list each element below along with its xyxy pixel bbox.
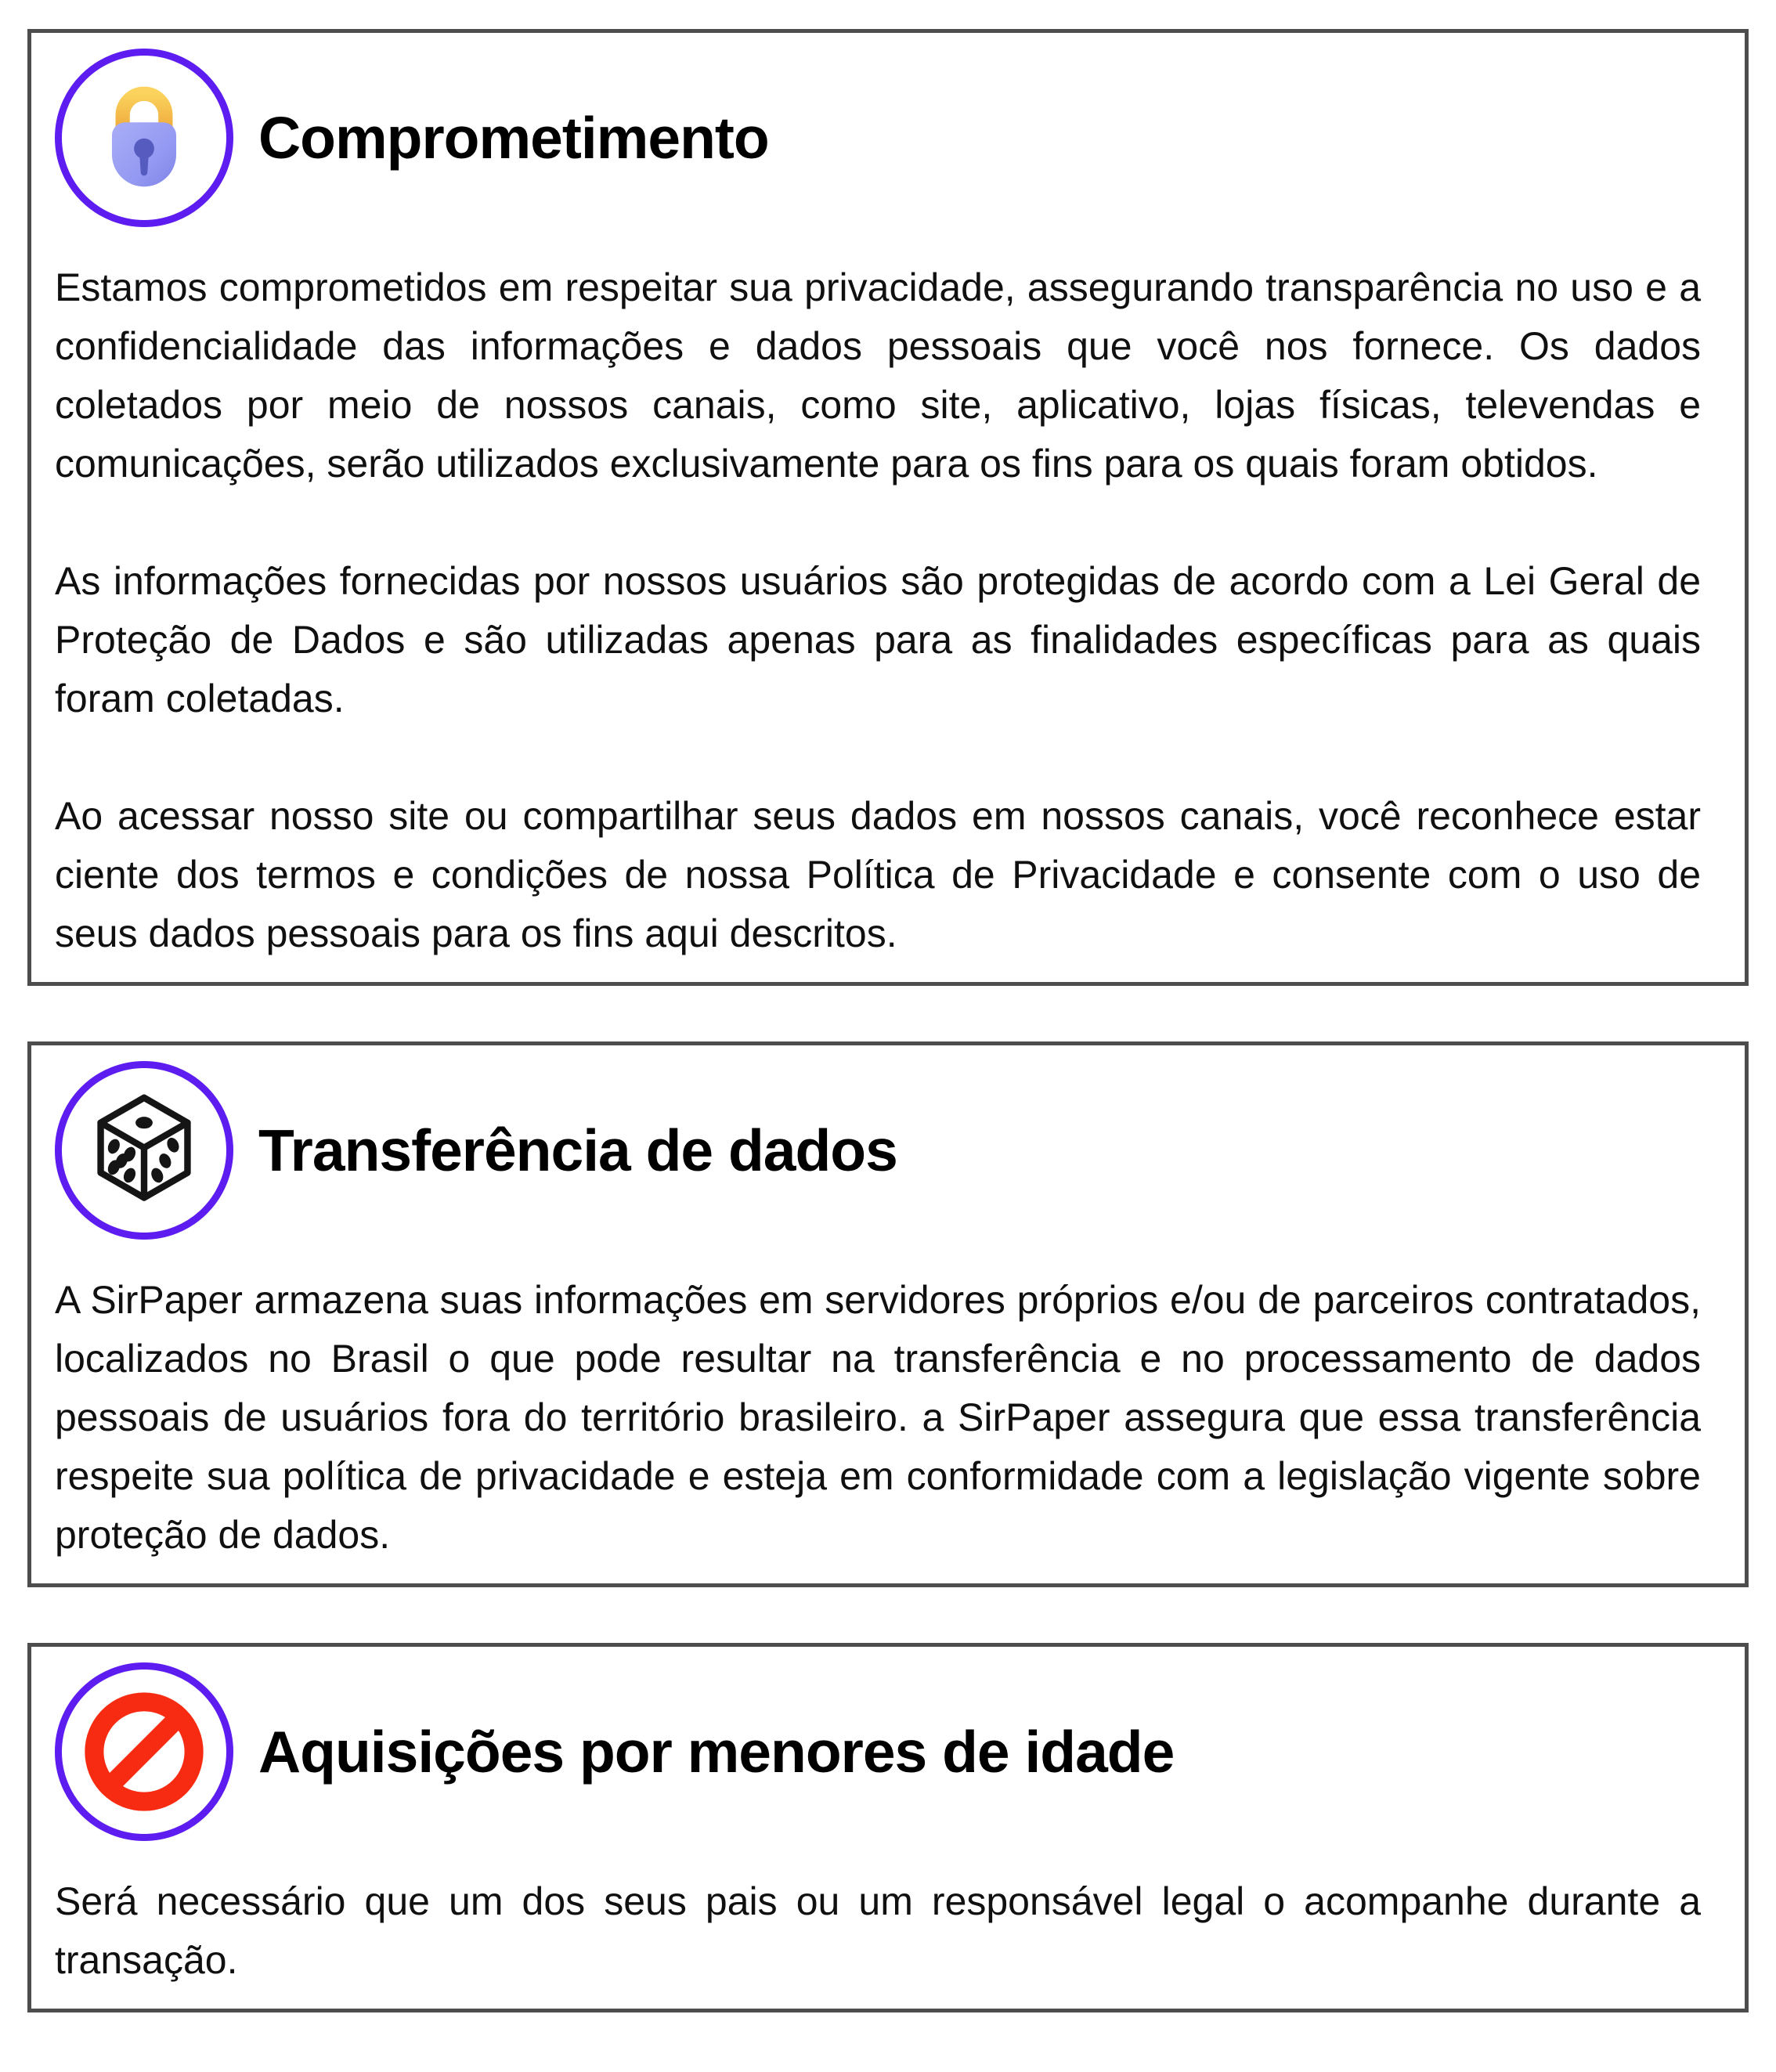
section-commitment	[27, 29, 1749, 986]
section-commitment-header	[55, 49, 1701, 227]
section-title: Aquisições por menores de idade	[258, 1718, 1175, 1785]
section-title: Transferência de dados	[258, 1117, 897, 1183]
section-data-transfer-body	[55, 1271, 1701, 1565]
section-minors	[27, 1643, 1749, 2012]
section-title: Comprometimento	[258, 104, 769, 171]
paragraph: Ao acessar nosso site ou compartilhar seus dados em nossos canais, você reconhece estar ciente dos termos e condições de nossa Política de Privacidade e consente com o uso de seus dados pessoais para os fins aqui descritos.	[55, 794, 1701, 955]
section-data-transfer	[27, 1041, 1749, 1587]
section-minors-body	[55, 1872, 1701, 1990]
section-commitment-body	[55, 258, 1701, 963]
no-entry-icon	[77, 1684, 211, 1819]
section-minors-header	[55, 1662, 1701, 1841]
paragraph: As informações fornecidas por nossos usuários são protegidas de acordo com a Lei Geral de Proteção de Dados e são utilizadas apenas para as finalidades específicas para as quais foram coletadas.	[55, 559, 1701, 720]
icon-ring	[55, 1061, 233, 1240]
padlock-icon	[85, 78, 204, 197]
paragraph: Será necessário que um dos seus pais ou um responsável legal o acompanhe durante a transação.	[55, 1879, 1701, 1982]
paragraph: A SirPaper armazena suas informações em servidores próprios e/ou de parceiros contratados, localizados no Brasil o que pode resultar na transferência e no processamento de dados pessoais de usuários fora do território brasileiro. a SirPaper assegura que essa transferência respeite sua política de privacidade e esteja em conformidade com a legislação vigente sobre proteção de dados.	[55, 1278, 1701, 1557]
dice-icon	[78, 1085, 210, 1216]
section-data-transfer-header	[55, 1061, 1701, 1240]
paragraph: Estamos comprometidos em respeitar sua privacidade, assegurando transparência no uso e a confidencialidade das informações e dados pessoais que você nos fornece. Os dados coletados por meio de nossos canais, como site, aplicativo, lojas físicas, televendas e comunicações, serão utilizados exclusivamente para os fins para os quais foram obtidos.	[55, 265, 1701, 486]
icon-ring	[55, 49, 233, 227]
icon-ring	[55, 1662, 233, 1841]
